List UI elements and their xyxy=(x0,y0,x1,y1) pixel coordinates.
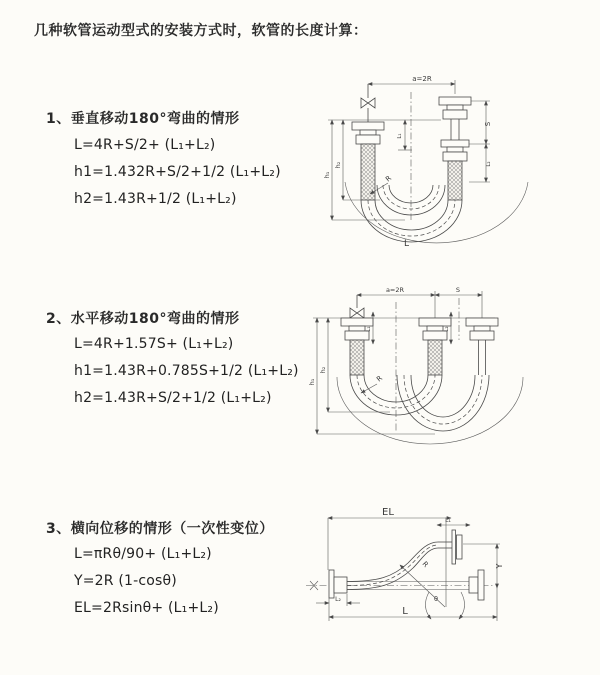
section-2-formula-L: L=4R+1.57S+ (L₁+L₂) xyxy=(74,336,234,352)
dim-label-L1: L₁ xyxy=(445,517,451,524)
braided-hose-section xyxy=(361,144,375,200)
valve-icon xyxy=(361,84,375,122)
diagram-vertical-180-bend xyxy=(300,70,570,255)
left-fitting xyxy=(329,570,347,598)
section-1-formula-h1: h1=1.432R+S/2+1/2 (L₁+L₂) xyxy=(74,164,281,180)
displaced-end-flange xyxy=(438,530,462,564)
section-3-formula-EL: EL=2Rsinθ+ (L₁+L₂) xyxy=(74,600,219,616)
dim-label-EL: EL xyxy=(382,507,394,518)
braided-hose-section xyxy=(428,340,442,375)
diagram-lateral-displacement xyxy=(298,502,598,642)
dim-label-h1: h₁ xyxy=(323,171,331,179)
dim-label-a2r: a=2R xyxy=(412,75,432,83)
braided-hose-section xyxy=(448,161,462,200)
section-2-formula-h2: h2=1.43R+S/2+1/2 (L₁+L₂) xyxy=(74,390,272,406)
section-2-heading: 2、水平移动180°弯曲的情形 xyxy=(46,311,240,327)
section-3-formula-L: L=πRθ/90+ (L₁+L₂) xyxy=(74,546,212,562)
dim-label-R: R xyxy=(420,559,430,569)
dim-label-L: L xyxy=(402,606,408,617)
dim-label-L1: L₁ xyxy=(397,133,403,139)
section-1-heading: 1、垂直移动180°弯曲的情形 xyxy=(46,111,240,127)
diagram-horizontal-180-bend xyxy=(295,282,595,457)
section-1-formula-L: L=4R+S/2+ (L₁+L₂) xyxy=(74,137,216,153)
right-fitting xyxy=(439,97,471,200)
hose-bend-position-1 xyxy=(361,200,462,242)
dim-label-h1: h₁ xyxy=(308,378,316,386)
dim-label-L: L xyxy=(404,239,410,249)
hose-bend-position-2 xyxy=(397,375,489,431)
section-1-formula-h2: h2=1.43R+1/2 (L₁+L₂) xyxy=(74,191,237,207)
dim-label-theta: θ xyxy=(434,595,438,603)
hose-bend-position-1 xyxy=(350,375,442,415)
dim-label-L2: L₂ xyxy=(335,596,341,603)
right-fitting xyxy=(466,318,498,375)
angle-theta xyxy=(425,592,464,619)
section-3-heading: 3、横向位移的情形（一次性变位） xyxy=(46,521,274,537)
page-title: 几种软管运动型式的安装方式时，软管的长度计算： xyxy=(34,23,368,39)
dim-label-Y: Y xyxy=(495,563,504,569)
right-fitting xyxy=(469,570,484,600)
dim-label-S: S xyxy=(455,286,461,294)
dim-label-L1: L₁ xyxy=(366,326,372,332)
dim-label-L2: L₂ xyxy=(444,326,450,332)
radius-line xyxy=(400,565,445,607)
dim-label-L2: L₂ xyxy=(486,161,492,167)
dim-label-a2r: a=2R xyxy=(385,286,405,294)
braided-hose-section xyxy=(350,340,364,375)
valve-icon xyxy=(350,295,364,318)
dim-label-h2: h₂ xyxy=(334,161,342,169)
dim-label-R: R xyxy=(384,174,394,184)
section-3-formula-Y: Y=2R (1-cosθ) xyxy=(74,573,177,589)
section-2-formula-h1: h1=1.43R+0.785S+1/2 (L₁+L₂) xyxy=(74,363,299,379)
dim-label-h2: h₂ xyxy=(319,366,327,374)
dim-label-S: S xyxy=(484,121,492,127)
dim-label-R: R xyxy=(375,374,385,384)
